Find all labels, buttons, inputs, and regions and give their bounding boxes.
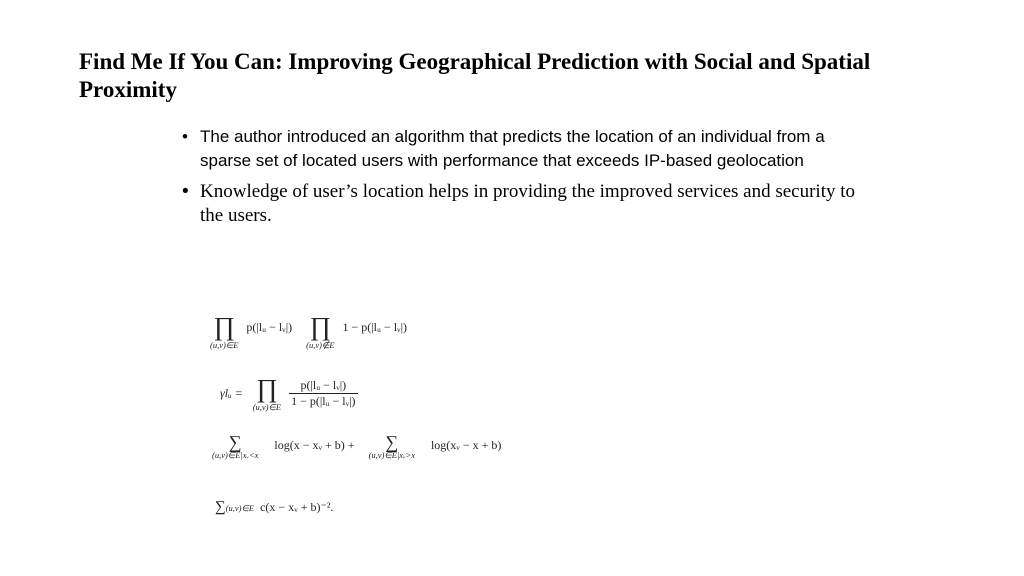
formula-term: log(xᵥ − x + b): [430, 438, 502, 452]
formula-term: c(x − xᵥ + b)⁻².: [260, 500, 334, 514]
formula-term: p(|lᵤ − lᵥ|): [246, 320, 293, 334]
sum-subscript: (u,v)∈E: [225, 503, 255, 513]
product-subscript: (u,v)∈E: [210, 340, 239, 350]
bullet-text: The author introduced an algorithm that predicts the location of an individual from a sparse set of located users with performance that exceeds IP-based geolocation: [200, 127, 825, 170]
product-operator: [252, 374, 282, 413]
formula-log-sum: [212, 434, 501, 461]
formula-derivative: [215, 498, 333, 516]
fraction-denominator: 1 − p(|lᵤ − lᵥ|): [291, 394, 356, 408]
sum-icon: ∑: [228, 432, 242, 452]
product-icon: ∏: [213, 312, 235, 341]
product-operator: [306, 312, 335, 351]
sum-icon: ∑: [385, 432, 399, 452]
formula-term: log(x − xᵥ + b) +: [274, 438, 355, 452]
bullet-item: [182, 180, 872, 227]
sum-subscript: (u,v)∈E|xᵥ>x: [368, 450, 415, 460]
product-operator: [210, 312, 239, 351]
formula-likelihood: [210, 312, 407, 351]
bullet-text: Knowledge of user’s location helps in providing the improved services and security to the users.: [200, 181, 855, 226]
bullet-dot-icon: •: [182, 181, 189, 202]
slide-title: Find Me If You Can: Improving Geographical Prediction with Social and Spatial Proximity: [79, 49, 871, 102]
sum-icon: ∑: [215, 499, 226, 515]
product-icon: ∏: [256, 374, 278, 403]
formula-gamma: [220, 374, 358, 413]
sum-operator: [369, 434, 415, 461]
formula-lhs: γlᵤ =: [220, 386, 243, 400]
fraction-numerator: p(|lᵤ − lᵥ|): [289, 378, 357, 394]
bullet-list: [182, 125, 872, 235]
product-icon: ∏: [309, 312, 332, 341]
sum-subscript: (u,v)∈E|xᵥ<x: [212, 450, 259, 460]
product-subscript: (u,v)∈E: [252, 402, 282, 412]
formula-term: 1 − p(|lᵤ − lᵥ|): [342, 320, 407, 334]
sum-operator: [212, 434, 258, 461]
product-subscript: (u,v)∉E: [306, 340, 335, 350]
bullet-item: [182, 125, 872, 172]
bullet-dot-icon: •: [182, 127, 188, 146]
formula-fraction: [289, 378, 357, 409]
